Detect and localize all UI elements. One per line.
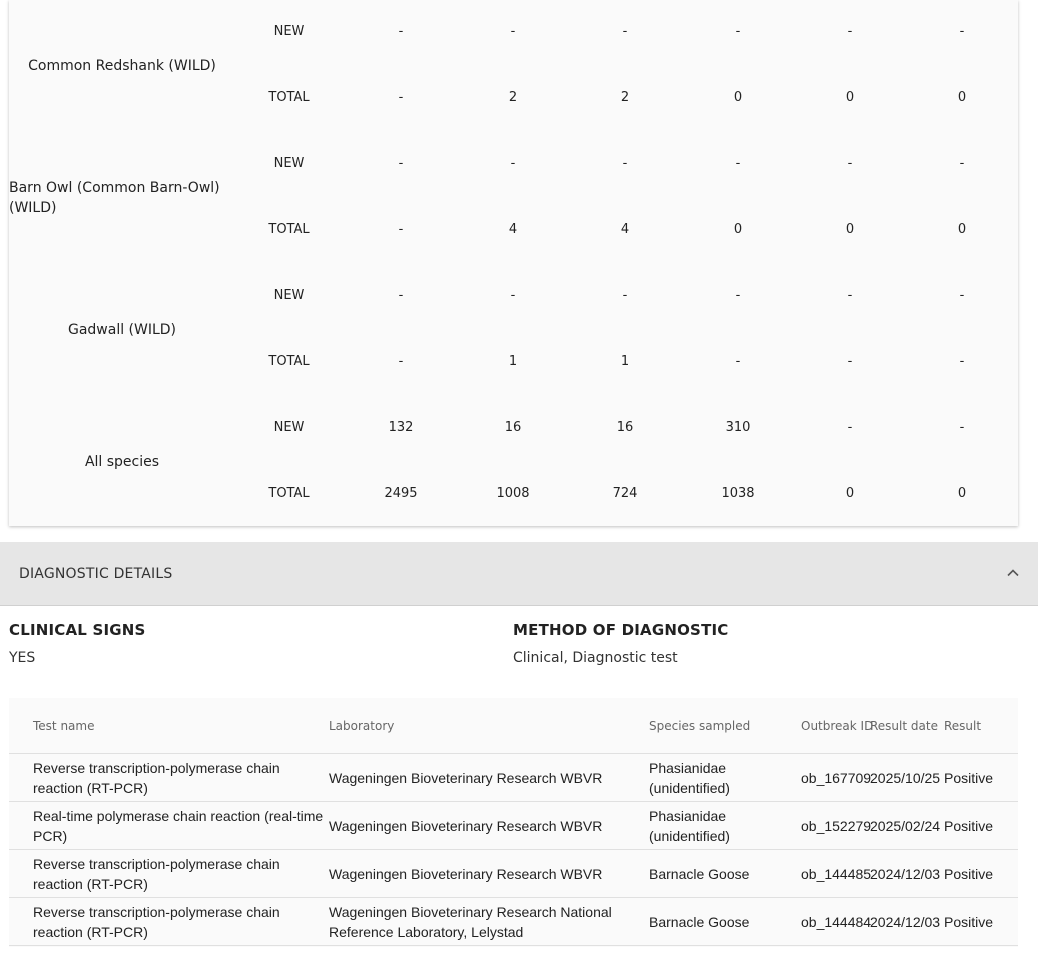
cell-test-name: Reverse transcription-polymerase chain reaction (RT-PCR) bbox=[33, 904, 280, 940]
count-cell: 4 bbox=[508, 222, 518, 237]
cell-species: Barnacle Goose bbox=[649, 866, 750, 882]
row-type-label: TOTAL bbox=[268, 222, 310, 237]
count-cell: 1008 bbox=[496, 486, 530, 501]
clinical-signs-value: YES bbox=[9, 650, 36, 666]
count-cell: - bbox=[959, 354, 965, 369]
count-cell: - bbox=[959, 24, 965, 39]
row-type-label: NEW bbox=[273, 420, 305, 435]
count-cell: - bbox=[622, 288, 628, 303]
count-cell: - bbox=[847, 420, 853, 435]
count-cell: - bbox=[847, 288, 853, 303]
cell-test-name: Reverse transcription-polymerase chain reaction (RT-PCR) bbox=[33, 856, 280, 892]
header-test-name[interactable]: Test name bbox=[33, 719, 95, 733]
count-cell: - bbox=[622, 24, 628, 39]
count-cell: 0 bbox=[957, 90, 967, 105]
header-result-date[interactable]: Result date bbox=[870, 719, 938, 733]
count-cell: - bbox=[398, 354, 404, 369]
species-name: Gadwall (WILD) bbox=[67, 322, 177, 338]
diagnostic-tests-table bbox=[9, 698, 1018, 947]
count-cell: - bbox=[398, 24, 404, 39]
count-cell: - bbox=[847, 24, 853, 39]
row-type-label: TOTAL bbox=[268, 354, 310, 369]
count-cell: 0 bbox=[845, 486, 855, 501]
cell-outbreak-id: ob_144485 bbox=[801, 866, 872, 882]
count-cell: - bbox=[398, 222, 404, 237]
count-cell: - bbox=[735, 354, 741, 369]
count-cell: - bbox=[510, 24, 516, 39]
count-cell: 16 bbox=[504, 420, 522, 435]
count-cell: - bbox=[398, 156, 404, 171]
method-label: METHOD OF DIAGNOSTIC bbox=[513, 621, 729, 639]
count-cell: - bbox=[959, 288, 965, 303]
count-cell: - bbox=[398, 90, 404, 105]
diagnostic-details-header[interactable] bbox=[0, 542, 1038, 606]
count-cell: - bbox=[959, 420, 965, 435]
row-type-label: NEW bbox=[273, 288, 305, 303]
count-cell: - bbox=[622, 156, 628, 171]
cell-result: Positive bbox=[944, 914, 994, 930]
species-total-row bbox=[9, 88, 1018, 108]
species-name: All species bbox=[84, 454, 160, 470]
species-name: Common Redshank (WILD) bbox=[28, 58, 216, 74]
cell-test-name: Reverse transcription-polymerase chain reaction (RT-PCR) bbox=[33, 760, 280, 796]
count-cell: 1 bbox=[508, 354, 518, 369]
count-cell: - bbox=[847, 156, 853, 171]
header-species[interactable]: Species sampled bbox=[649, 719, 751, 733]
cell-test-name: Real-time polymerase chain reaction (real-time PCR) bbox=[33, 808, 324, 844]
header-result[interactable]: Result bbox=[944, 719, 982, 733]
cell-species: Phasianidae (unidentified) bbox=[649, 760, 730, 796]
count-cell: 0 bbox=[845, 90, 855, 105]
table-row[interactable] bbox=[9, 850, 1018, 898]
cell-laboratory: Wageningen Bioveterinary Research National Reference Laboratory, Lelystad bbox=[329, 904, 612, 940]
cell-outbreak-id: ob_167709 bbox=[801, 770, 872, 786]
count-cell: 0 bbox=[845, 222, 855, 237]
cell-laboratory: Wageningen Bioveterinary Research WBVR bbox=[329, 866, 603, 882]
count-cell: 1038 bbox=[721, 486, 755, 501]
cell-laboratory: Wageningen Bioveterinary Research WBVR bbox=[329, 770, 603, 786]
species-group bbox=[9, 132, 1018, 264]
cell-result-date: 2024/12/03 bbox=[870, 914, 941, 930]
cell-species: Phasianidae (unidentified) bbox=[649, 808, 730, 844]
table-row[interactable] bbox=[9, 802, 1018, 850]
species-total-row bbox=[9, 220, 1018, 240]
count-cell: - bbox=[735, 156, 741, 171]
species-new-row bbox=[9, 154, 1018, 174]
count-cell: 2495 bbox=[384, 486, 418, 501]
table-row[interactable] bbox=[9, 898, 1018, 946]
count-cell: 310 bbox=[725, 420, 751, 435]
count-cell: 0 bbox=[957, 222, 967, 237]
table-row[interactable] bbox=[9, 754, 1018, 802]
count-cell: 2 bbox=[508, 90, 518, 105]
count-cell: 724 bbox=[612, 486, 638, 501]
clinical-signs-label: CLINICAL SIGNS bbox=[9, 621, 146, 639]
species-new-row bbox=[9, 286, 1018, 306]
header-outbreak-id[interactable]: Outbreak ID bbox=[801, 719, 874, 733]
cell-species: Barnacle Goose bbox=[649, 914, 750, 930]
species-new-row bbox=[9, 418, 1018, 438]
species-group bbox=[9, 0, 1018, 132]
species-summary-table bbox=[9, 0, 1018, 526]
count-cell: 1 bbox=[620, 354, 630, 369]
count-cell: - bbox=[735, 288, 741, 303]
cell-outbreak-id: ob_144484 bbox=[801, 914, 872, 930]
species-group bbox=[9, 396, 1018, 528]
row-type-label: TOTAL bbox=[268, 90, 310, 105]
cell-result-date: 2025/10/25 bbox=[870, 770, 941, 786]
row-type-label: TOTAL bbox=[268, 486, 310, 501]
cell-laboratory: Wageningen Bioveterinary Research WBVR bbox=[329, 818, 603, 834]
count-cell: 132 bbox=[388, 420, 414, 435]
count-cell: - bbox=[510, 288, 516, 303]
count-cell: - bbox=[847, 354, 853, 369]
chevron-up-icon[interactable] bbox=[1004, 564, 1022, 582]
count-cell: 4 bbox=[620, 222, 630, 237]
method-value: Clinical, Diagnostic test bbox=[513, 650, 678, 666]
table-header bbox=[9, 698, 1018, 754]
header-laboratory[interactable]: Laboratory bbox=[329, 719, 395, 733]
species-total-row bbox=[9, 352, 1018, 372]
count-cell: - bbox=[735, 24, 741, 39]
method-block bbox=[513, 620, 729, 668]
section-title: DIAGNOSTIC DETAILS bbox=[19, 565, 173, 582]
cell-result-date: 2025/02/24 bbox=[870, 818, 941, 834]
count-cell: - bbox=[398, 288, 404, 303]
species-group bbox=[9, 264, 1018, 396]
count-cell: 0 bbox=[957, 486, 967, 501]
row-type-label: NEW bbox=[273, 24, 305, 39]
cell-result-date: 2024/12/03 bbox=[870, 866, 941, 882]
species-new-row bbox=[9, 22, 1018, 42]
count-cell: - bbox=[510, 156, 516, 171]
cell-result: Positive bbox=[944, 770, 994, 786]
count-cell: 2 bbox=[620, 90, 630, 105]
cell-result: Positive bbox=[944, 866, 994, 882]
count-cell: 0 bbox=[733, 222, 743, 237]
count-cell: 16 bbox=[616, 420, 634, 435]
count-cell: - bbox=[959, 156, 965, 171]
species-total-row bbox=[9, 484, 1018, 504]
count-cell: 0 bbox=[733, 90, 743, 105]
species-name: Barn Owl (Common Barn-Owl) (WILD) bbox=[9, 180, 220, 216]
clinical-signs-block bbox=[9, 620, 146, 668]
cell-outbreak-id: ob_152279 bbox=[801, 818, 872, 834]
row-type-label: NEW bbox=[273, 156, 305, 171]
cell-result: Positive bbox=[944, 818, 994, 834]
